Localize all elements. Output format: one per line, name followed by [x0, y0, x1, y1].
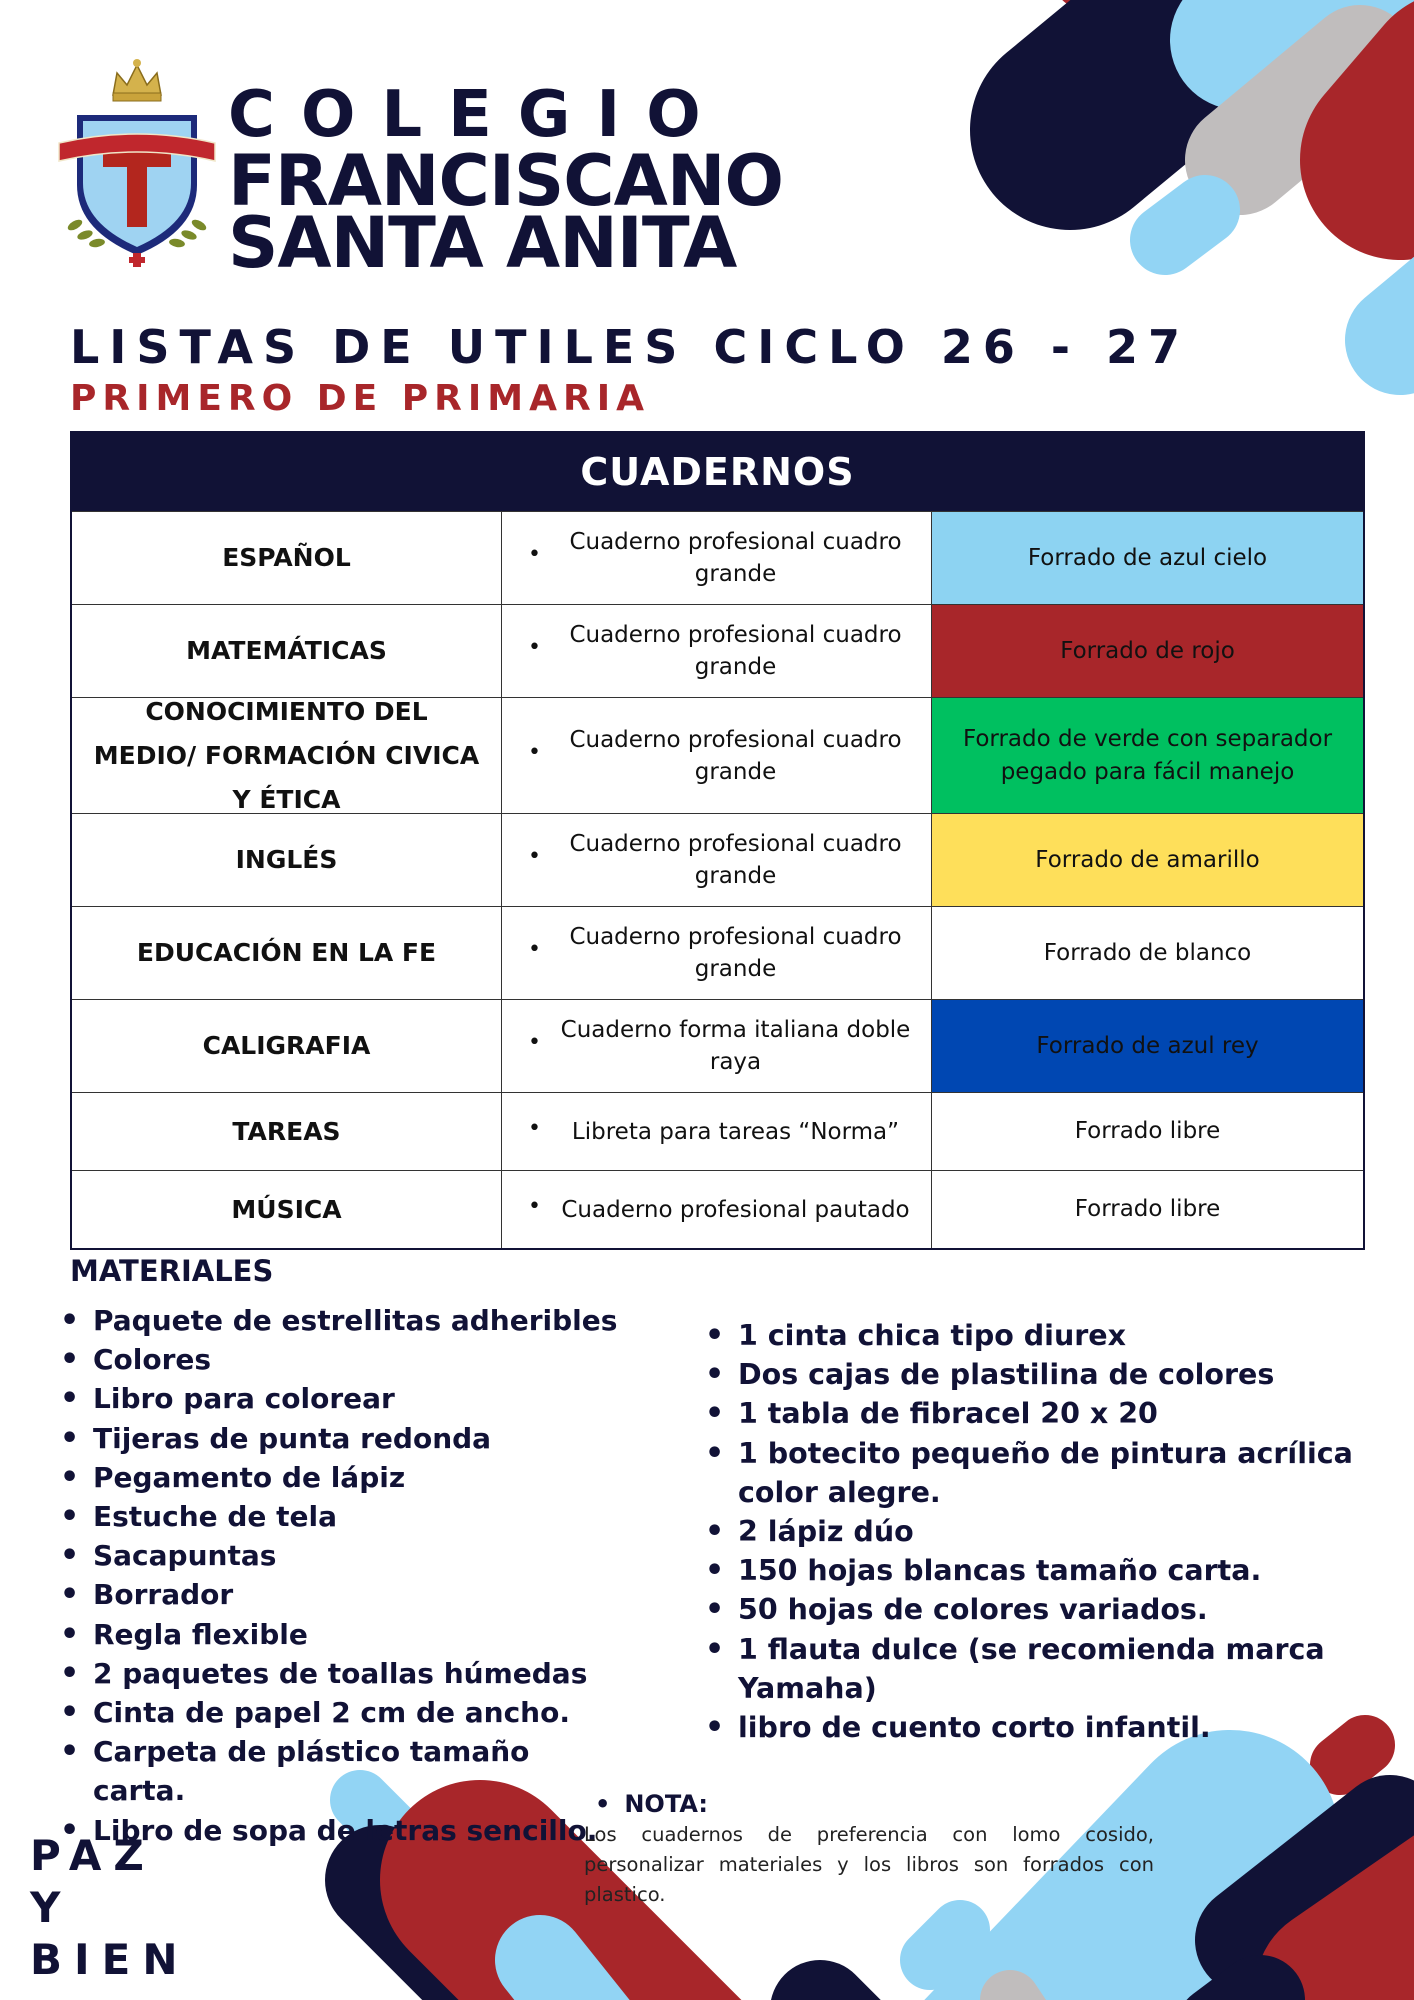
item-cell: • Cuaderno profesional cuadro grande [502, 907, 932, 999]
list-item: • Tijeras de punta redonda [60, 1419, 620, 1458]
table-row [72, 1170, 1363, 1248]
list-item: • Sacapuntas [60, 1536, 620, 1575]
list-item: • Borrador [60, 1575, 620, 1614]
table-row [72, 906, 1363, 999]
item-text: Cuaderno profesional cuadro grande [569, 529, 902, 587]
item-text: Libreta para tareas “Norma” [571, 1118, 900, 1145]
motto-line: BIEN [30, 1935, 190, 1984]
item-text: Cuaderno profesional cuadro grande [569, 622, 902, 680]
item-cell: • Libreta para tareas “Norma” [502, 1093, 932, 1170]
list-item: • Pegamento de lápiz [60, 1458, 620, 1497]
list-item: • Carpeta de plástico tamaño carta. [60, 1732, 620, 1810]
cover-cell: Forrado de azul cielo [932, 512, 1363, 604]
motto-line: Y [30, 1883, 73, 1932]
list-item: • Libro de sopa de letras sencillo. [60, 1811, 620, 1850]
item-text: Cuaderno profesional cuadro grande [569, 924, 902, 982]
subject-cell: CALIGRAFIA [72, 1000, 502, 1092]
item-cell: • Cuaderno profesional pautado [502, 1171, 932, 1248]
list-item: • 2 lápiz dúo [705, 1512, 1385, 1551]
cover-cell: Forrado de verde con separador pegado para fácil manejo [932, 698, 1363, 813]
table-row [72, 697, 1363, 813]
page-subtitle: PRIMERO DE PRIMARIA [70, 378, 650, 419]
subject-cell: ESPAÑOL [72, 512, 502, 604]
item-text: Cuaderno profesional cuadro grande [569, 726, 902, 785]
cover-cell: Forrado libre [932, 1093, 1363, 1170]
school-name-line2: FRANCISCANO [228, 140, 783, 222]
item-cell: • Cuaderno profesional cuadro grande [502, 814, 932, 906]
deco-pill [1165, 210, 1205, 240]
school-crest-logo [55, 55, 220, 270]
subject-cell: TAREAS [72, 1093, 502, 1170]
deco-pill [1340, 1745, 1365, 1765]
subject-cell: MATEMÁTICAS [72, 605, 502, 697]
list-item: • Cinta de papel 2 cm de ancho. [60, 1693, 620, 1732]
item-cell: • Cuaderno forma italiana doble raya [502, 1000, 932, 1092]
cover-cell: Forrado de blanco [932, 907, 1363, 999]
deco-pill [930, 1930, 960, 1960]
list-item: • Estuche de tela [60, 1497, 620, 1536]
motto [30, 1830, 189, 1986]
page-title: LISTAS DE UTILES CICLO 26 - 27 [70, 320, 1191, 374]
table-row [72, 604, 1363, 697]
subject-cell: MÚSICA [72, 1171, 502, 1248]
table-row [72, 999, 1363, 1092]
materials-list-right [705, 1316, 1385, 1747]
deco-pill [1400, 290, 1414, 340]
list-item: • Colores [60, 1340, 620, 1379]
list-item: • 150 hojas blancas tamaño carta. [705, 1551, 1385, 1590]
table-header: CUADERNOS [72, 433, 1363, 511]
deco-pill [1400, 90, 1414, 160]
note-text: Los cuadernos de preferencia con lomo cosido, personalizar materiales y los libros son forrados con plastico. [584, 1823, 1154, 1906]
cover-cell: Forrado libre [932, 1171, 1363, 1248]
subject-cell: INGLÉS [72, 814, 502, 906]
list-item: • 1 flauta dulce (se recomienda marca Yamaha) [705, 1630, 1385, 1708]
materials-list-left [60, 1301, 620, 1850]
school-name-line1: COLEGIO [228, 78, 727, 152]
subject-cell: CONOCIMIENTO DEL MEDIO/ FORMACIÓN CIVICA Y ÉTICA [72, 698, 502, 813]
list-item: • libro de cuento corto infantil. [705, 1708, 1385, 1747]
item-text: Cuaderno profesional cuadro grande [569, 831, 902, 889]
motto-line: PAZ [30, 1831, 156, 1880]
list-item: • Libro para colorear [60, 1379, 620, 1418]
notebooks-table [70, 431, 1365, 1250]
cover-cell: Forrado de rojo [932, 605, 1363, 697]
materials-title: MATERIALES [70, 1254, 274, 1288]
list-item: • 2 paquetes de toallas húmedas [60, 1654, 620, 1693]
list-item: • Paquete de estrellitas adheribles [60, 1301, 620, 1340]
cover-cell: Forrado de amarillo [932, 814, 1363, 906]
list-item: • 1 tabla de fibracel 20 x 20 [705, 1394, 1385, 1433]
subject-cell: EDUCACIÓN EN LA FE [72, 907, 502, 999]
item-cell: • Cuaderno profesional cuadro grande [502, 605, 932, 697]
list-item: • Dos cajas de plastilina de colores [705, 1355, 1385, 1394]
list-item: • 50 hojas de colores variados. [705, 1590, 1385, 1629]
item-text: Cuaderno forma italiana doble raya [560, 1017, 911, 1075]
school-name-line3: SANTA ANITA [228, 202, 737, 284]
cover-cell: Forrado de azul rey [932, 1000, 1363, 1092]
list-item: • 1 cinta chica tipo diurex [705, 1316, 1385, 1355]
deco-pill [1340, 1900, 1414, 1990]
school-name [228, 78, 783, 284]
table-row [72, 511, 1363, 604]
crown-icon [113, 59, 161, 101]
item-text: Cuaderno profesional pautado [561, 1196, 910, 1223]
note-label: • NOTA: [595, 1790, 708, 1818]
table-row [72, 813, 1363, 906]
list-item: • 1 botecito pequeño de pintura acrílica color alegre. [705, 1434, 1385, 1512]
note-label-text: NOTA: [624, 1790, 708, 1818]
list-item: • Regla flexible [60, 1615, 620, 1654]
table-row [72, 1092, 1363, 1170]
item-cell: • Cuaderno profesional cuadro grande [502, 698, 932, 813]
item-cell: • Cuaderno profesional cuadro grande [502, 512, 932, 604]
